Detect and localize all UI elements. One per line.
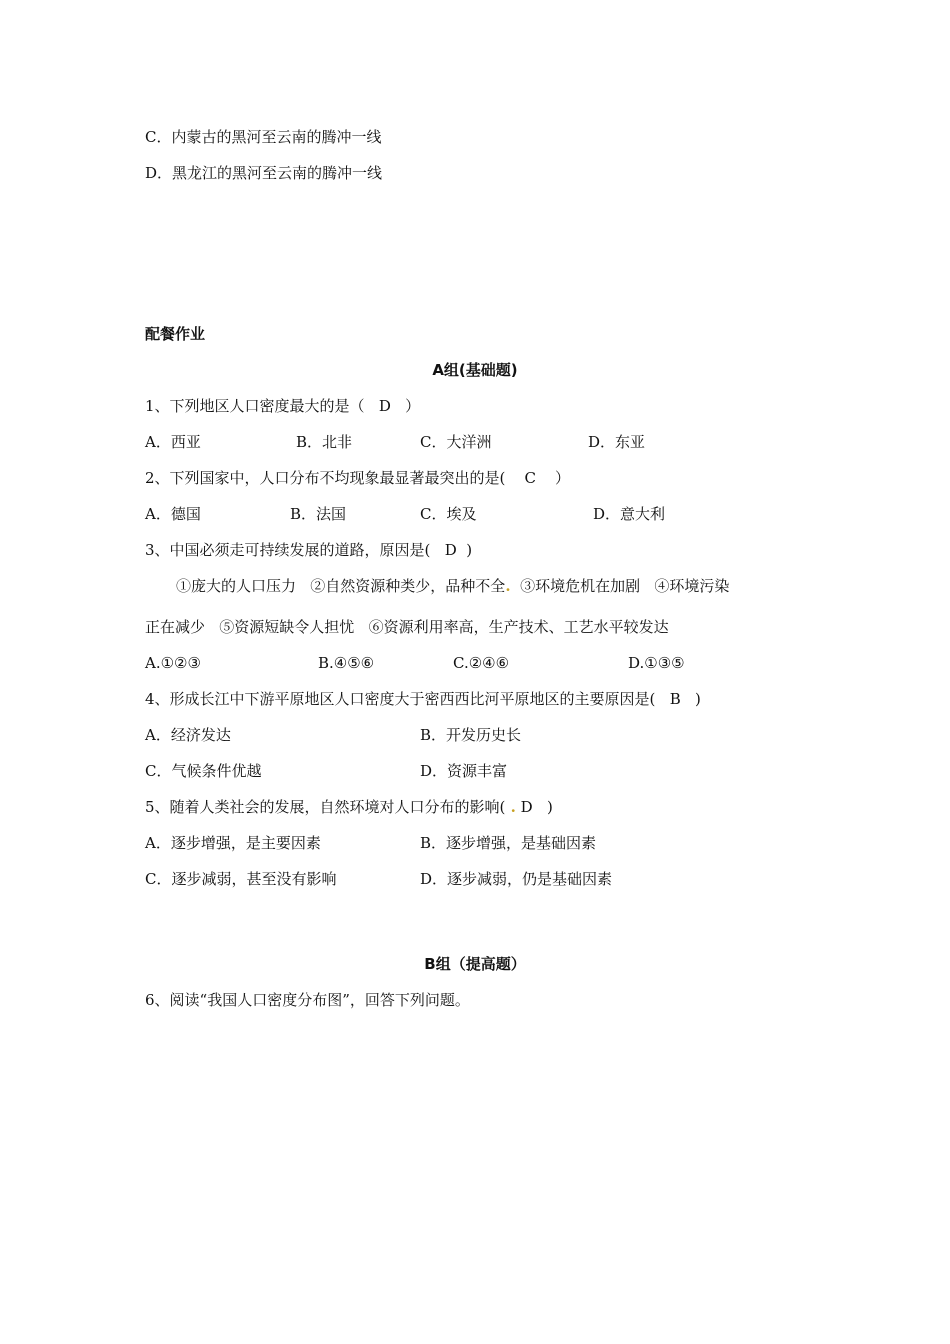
question-6-stem: 6、阅读“我国人口密度分布图”，回答下列问题。 — [145, 991, 470, 1009]
group-a-heading: A组(基础题) — [432, 361, 518, 379]
highlight-dot: . — [505, 577, 511, 595]
question-3-statements-part-1: ①庞大的人口压力 ②自然资源种类少，品种不全 — [176, 577, 506, 595]
question-3-statements-line-1 — [176, 576, 729, 596]
question-3-statements-part-2: ③环境危机在加剧 ④环境污染 — [510, 577, 730, 595]
question-2-option-a: A．德国 — [145, 505, 201, 523]
question-5-option-a: A．逐步增强，是主要因素 — [145, 834, 321, 852]
question-2-option-b: B．法国 — [290, 505, 347, 523]
group-b-heading: B组（提高题） — [424, 955, 526, 973]
previous-option-d: D．黑龙江的黑河至云南的腾冲一线 — [145, 164, 383, 182]
question-5-option-d: D．逐步减弱，仍是基础因素 — [420, 870, 613, 888]
question-5-stem — [145, 797, 553, 817]
question-3-option-b: B.④⑤⑥ — [318, 654, 375, 672]
question-2-stem: 2、下列国家中，人口分布不均现象最显著最突出的是( C ） — [145, 469, 571, 487]
question-3-stem: 3、中国必须走可持续发展的道路，原因是( D ) — [145, 541, 473, 559]
question-4-option-d: D．资源丰富 — [420, 762, 508, 780]
question-5-stem-text: 5、随着人类社会的发展，自然环境对人口分布的影响( — [145, 798, 506, 816]
question-1-option-b: B．北非 — [296, 433, 353, 451]
question-4-option-c: C．气候条件优越 — [145, 762, 262, 780]
question-2-option-c: C．埃及 — [420, 505, 477, 523]
question-4-option-a: A．经济发达 — [145, 726, 231, 744]
question-1-option-d: D．东亚 — [588, 433, 646, 451]
question-4-option-b: B．开发历史长 — [420, 726, 522, 744]
question-1-option-c: C．大洋洲 — [420, 433, 492, 451]
homework-title: 配餐作业 — [145, 325, 206, 343]
question-3-statements-line-2: 正在减少 ⑤资源短缺令人担忧 ⑥资源利用率高，生产技术、工艺水平较发达 — [145, 618, 669, 636]
question-3-option-c: C.②④⑥ — [453, 654, 510, 672]
question-1-stem: 1、下列地区人口密度最大的是（ D ） — [145, 397, 421, 415]
question-4-stem: 4、形成长江中下游平原地区人口密度大于密西西比河平原地区的主要原因是( B ) — [145, 690, 701, 708]
highlight-dot: . — [505, 798, 516, 816]
question-5-option-b: B．逐步增强，是基础因素 — [420, 834, 597, 852]
question-5-answer: D ) — [515, 798, 553, 816]
question-2-option-d: D．意大利 — [593, 505, 666, 523]
question-3-option-a: A.①②③ — [145, 654, 201, 672]
question-1-option-a: A．西亚 — [145, 433, 201, 451]
question-5-option-c: C．逐步减弱，甚至没有影响 — [145, 870, 337, 888]
question-3-option-d: D.①③⑤ — [628, 654, 685, 672]
previous-option-c: C．内蒙古的黑河至云南的腾冲一线 — [145, 128, 382, 146]
